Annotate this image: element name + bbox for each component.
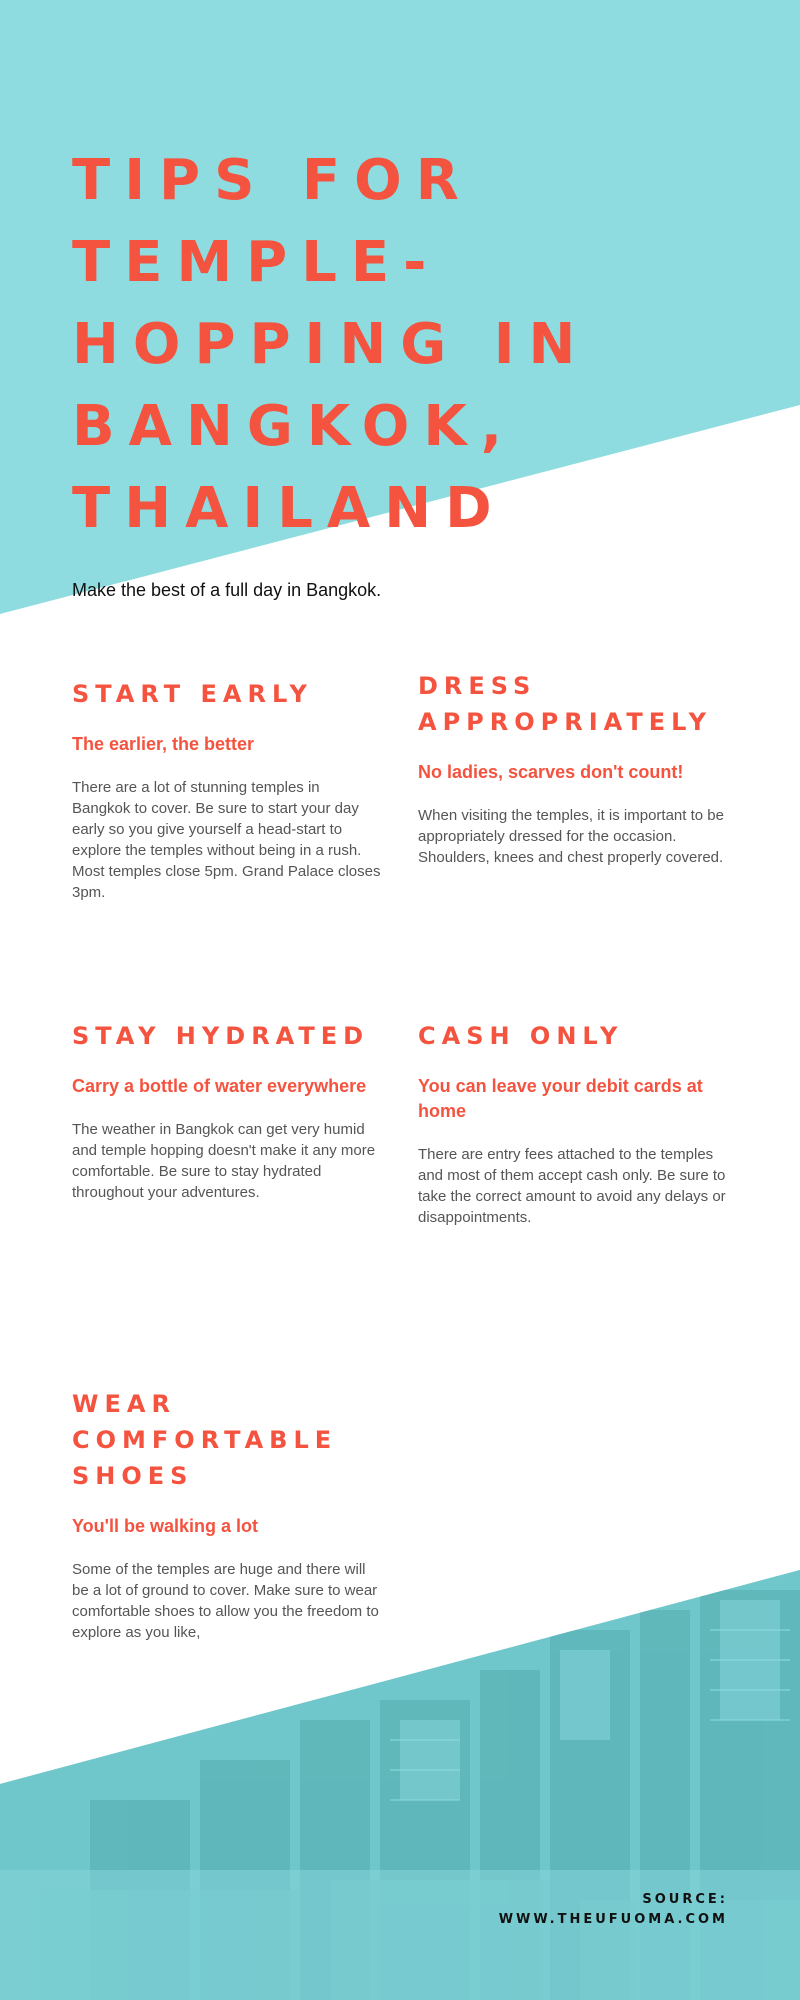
tip-body: There are entry fees attached to the temples and most of them accept cash only. Be sure to take the correct amount to avoid any delays or disappointments.: [418, 1146, 726, 1226]
tip-cash-only: [418, 1018, 728, 1228]
tip-body: When visiting the temples, it is important to be appropriately dressed for the occasion. Shoulders, knees and chest properly covered.: [418, 807, 724, 866]
tip-stay-hydrated: [72, 1018, 382, 1203]
tip-heading: CASH ONLY: [418, 1022, 624, 1050]
tip-subheading: You'll be walking a lot: [72, 1516, 258, 1536]
tip-body: Some of the temples are huge and there will be a lot of ground to cover. Make sure to wear comfortable shoes to allow you the freedom to explore as you like,: [72, 1561, 379, 1641]
tip-subheading: The earlier, the better: [72, 734, 255, 754]
tip-heading: START EARLY: [72, 680, 313, 708]
tip-start-early: [72, 676, 382, 903]
tip-subheading: Carry a bottle of water everywhere: [72, 1076, 367, 1096]
tip-heading: DRESS APPROPRIATELY: [418, 672, 713, 736]
tip-wear-comfortable-shoes: [72, 1386, 382, 1643]
tip-body: There are a lot of stunning temples in Bangkok to cover. Be sure to start your day early so you give yourself a head-start to explore the temples without being in a rush. Most temples close 5pm. Grand Palace closes 3pm.: [72, 779, 381, 901]
tip-subheading: No ladies, scarves don't count!: [418, 762, 684, 782]
page-subtitle: Make the best of a full day in Bangkok.: [72, 580, 382, 600]
source-label: SOURCE:: [642, 1892, 728, 1907]
tip-heading: STAY HYDRATED: [72, 1022, 370, 1050]
source-credit: [499, 1890, 728, 1930]
tip-subheading: You can leave your debit cards at home: [418, 1076, 703, 1121]
source-url[interactable]: WWW.THEUFUOMA.COM: [498, 1912, 728, 1927]
tip-dress-appropriately: [418, 668, 748, 868]
tip-heading: WEAR COMFORTABLE SHOES: [72, 1390, 338, 1490]
page-title: TIPS FOR TEMPLE-HOPPING IN BANGKOK, THAILAND: [72, 148, 590, 541]
tip-body: The weather in Bangkok can get very humid and temple hopping doesn't make it any more comfortable. Be sure to stay hydrated throughout your adventures.: [72, 1121, 376, 1201]
